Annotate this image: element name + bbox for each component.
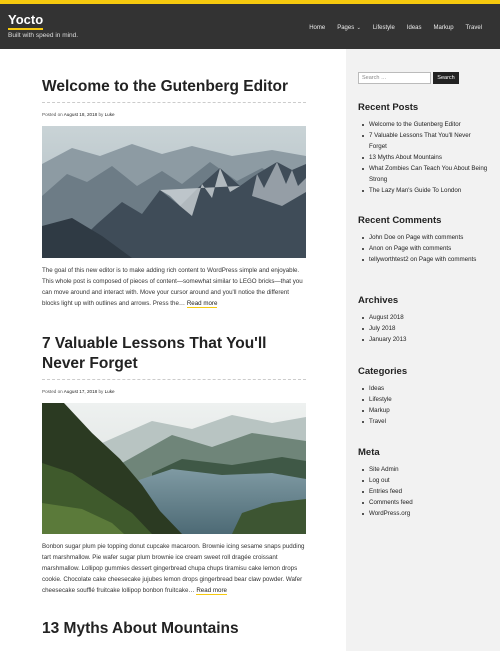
fjord-lake-image[interactable]	[42, 403, 306, 534]
archives-widget	[358, 295, 488, 345]
search-form	[358, 72, 459, 84]
post-article	[42, 77, 306, 309]
post-author[interactable]: Luke	[104, 112, 115, 117]
post-date[interactable]: August 17, 2018	[63, 389, 98, 394]
read-more-link[interactable]: Read more	[196, 587, 227, 594]
meta-by: by	[98, 112, 104, 117]
meta-list	[358, 464, 488, 519]
list-item	[358, 464, 488, 475]
list-item	[358, 405, 488, 416]
nav-item-markup[interactable]: Markup	[433, 25, 454, 31]
primary-nav	[309, 25, 482, 31]
meta-by: by	[98, 389, 104, 394]
search-input[interactable]	[358, 72, 431, 84]
list-item	[358, 416, 488, 427]
nav-item-lifestyle[interactable]: Lifestyle	[372, 25, 395, 31]
comment-on-text: on	[397, 234, 405, 241]
list-item	[358, 152, 488, 163]
meta-link[interactable]: Site Admin	[369, 466, 399, 473]
post-title[interactable]: 7 Valuable Lessons That You'll Never Forget	[42, 335, 267, 372]
title-divider	[42, 379, 306, 380]
category-link[interactable]: Ideas	[369, 385, 385, 392]
list-item	[358, 334, 488, 345]
comment-on-text: on	[385, 245, 393, 252]
chevron-down-icon: ⌄	[355, 25, 361, 31]
list-item	[358, 312, 488, 323]
list-item	[358, 383, 488, 394]
recent-comments-widget	[358, 215, 488, 265]
post-title[interactable]: 13 Myths About Mountains	[42, 620, 239, 637]
list-item	[358, 243, 488, 254]
category-link[interactable]: Travel	[369, 418, 386, 425]
recent-posts-widget	[358, 102, 488, 196]
archive-link[interactable]: August 2018	[369, 314, 404, 321]
comment-post-link[interactable]: Page with comments	[405, 234, 464, 241]
excerpt-text: Bonbon sugar plum pie topping donut cupcake macaroon. Brownie icing sesame snaps pudding tart marshmallow. Pie wafer sugar plum brownie ice cream sweet roll dragée croissant marshmallow. Lollipop gummies dessert gingerbread chupa chups tiramisu cake lemon drops cookie. Chocolate cake cheesecake jujubes lemon drops gingerbread bear claw powder. Wafer cheesecake soufflé fruitcake lollipop bonbon fruitcake…	[42, 543, 305, 594]
meta-link[interactable]: Log out	[369, 477, 390, 484]
list-item	[358, 232, 488, 243]
comment-author-link[interactable]: tellyworthtest2	[369, 256, 409, 263]
nav-item-label: Pages	[337, 25, 355, 31]
post-author[interactable]: Luke	[104, 389, 115, 394]
widget-title: Categories	[358, 366, 408, 377]
recent-post-link[interactable]: What Zombies Can Teach You About Being Strong	[369, 165, 488, 183]
post-meta	[42, 389, 306, 394]
list-item	[358, 254, 488, 265]
comment-post-link[interactable]: Page with comments	[418, 256, 477, 263]
excerpt-text: The goal of this new editor is to make adding rich content to WordPress simple and enjoyable. This whole post is composed of pieces of content—somewhat similar to LEGO bricks—that you can move around and interact with. Move your cursor around and you'll notice the different blocks light up with outlines and arrows. Press the…	[42, 267, 303, 307]
list-item	[358, 130, 488, 152]
mountain-peaks-image[interactable]	[42, 126, 306, 258]
meta-widget	[358, 447, 488, 519]
nav-item-travel[interactable]: Travel	[465, 25, 482, 31]
list-item	[358, 163, 488, 185]
post-title[interactable]: Welcome to the Gutenberg Editor	[42, 78, 289, 95]
comment-author-link[interactable]: Anon	[369, 245, 384, 252]
read-more-link[interactable]: Read more	[186, 300, 218, 307]
nav-item-home[interactable]: Home	[309, 25, 326, 31]
meta-prefix: Posted on	[42, 389, 63, 394]
post-article	[42, 334, 306, 596]
archives-list	[358, 312, 488, 345]
archive-link[interactable]: July 2018	[369, 325, 396, 332]
recent-post-link[interactable]: 7 Valuable Lessons That You'll Never Forget	[369, 132, 471, 150]
site-description: Built with speed in mind.	[8, 32, 79, 39]
category-link[interactable]: Lifestyle	[369, 396, 392, 403]
list-item	[358, 486, 488, 497]
list-item	[358, 475, 488, 486]
post-excerpt	[42, 541, 306, 596]
comment-on-text: on	[410, 256, 418, 263]
widget-title: Archives	[358, 295, 399, 306]
post-article	[42, 619, 306, 639]
recent-post-link[interactable]: 13 Myths About Mountains	[369, 154, 442, 161]
categories-widget	[358, 366, 488, 427]
recent-post-link[interactable]: Welcome to the Gutenberg Editor	[369, 121, 461, 128]
meta-link[interactable]: Entries feed	[369, 488, 403, 495]
search-button[interactable]: Search	[433, 72, 459, 84]
nav-item-ideas[interactable]: Ideas	[406, 25, 422, 31]
comment-post-link[interactable]: Page with comments	[393, 245, 452, 252]
list-item	[358, 119, 488, 130]
list-item	[358, 323, 488, 334]
comment-author-link[interactable]: John Doe	[369, 234, 396, 241]
title-divider	[42, 102, 306, 103]
list-item	[358, 394, 488, 405]
category-link[interactable]: Markup	[369, 407, 390, 414]
archive-link[interactable]: January 2013	[369, 336, 407, 343]
nav-item-pages[interactable]	[337, 25, 361, 31]
list-item	[358, 185, 488, 196]
list-item	[358, 508, 488, 519]
post-excerpt	[42, 265, 306, 309]
widget-title: Recent Comments	[358, 215, 442, 226]
list-item	[358, 497, 488, 508]
recent-posts-list	[358, 119, 488, 196]
categories-list	[358, 383, 488, 427]
meta-link[interactable]: Comments feed	[369, 499, 413, 506]
site-title[interactable]: Yocto	[8, 12, 43, 30]
widget-title: Meta	[358, 447, 380, 458]
meta-prefix: Posted on	[42, 112, 63, 117]
widget-title: Recent Posts	[358, 102, 419, 113]
site-header	[0, 4, 500, 49]
recent-comments-list	[358, 232, 488, 265]
recent-post-link[interactable]: The Lazy Man's Guide To London	[369, 187, 462, 194]
meta-link[interactable]: WordPress.org	[369, 510, 411, 517]
post-date[interactable]: August 18, 2018	[63, 112, 98, 117]
post-meta	[42, 112, 306, 117]
